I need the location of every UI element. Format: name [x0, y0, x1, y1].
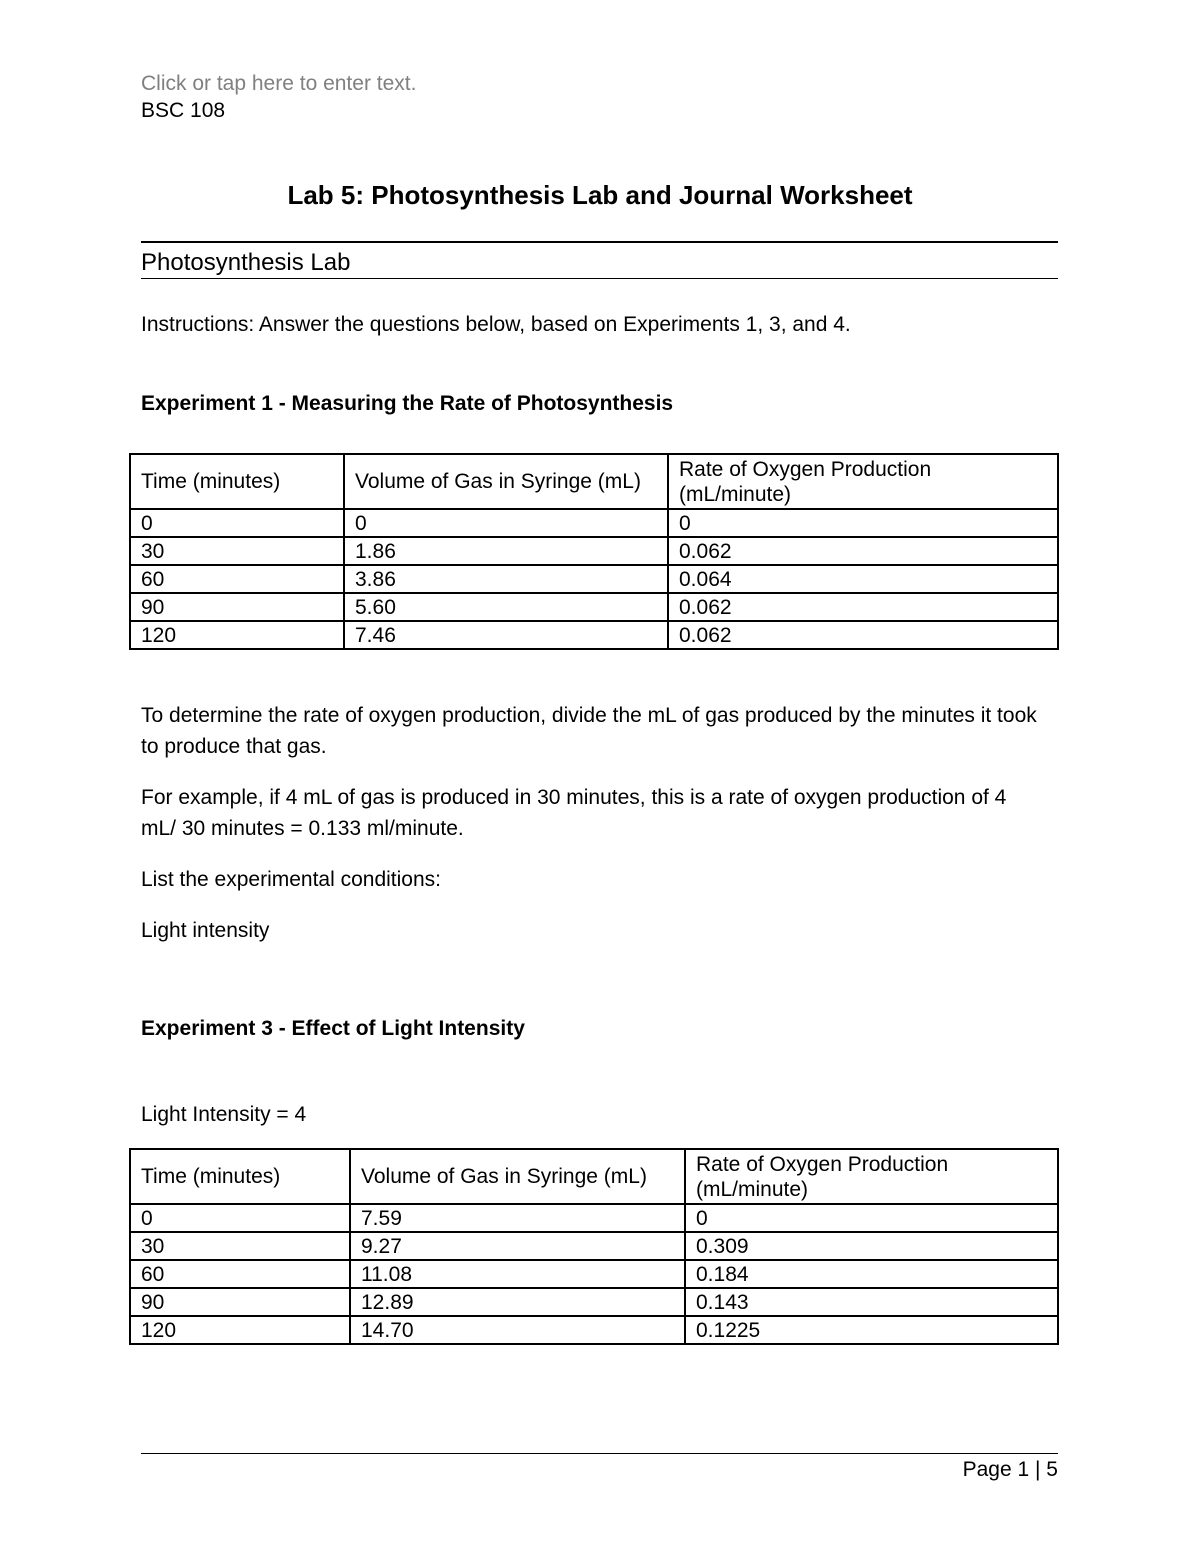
cell-rate: 0 — [668, 509, 1058, 537]
cell-rate: 0.062 — [668, 593, 1058, 621]
cell-volume: 11.08 — [350, 1260, 685, 1288]
cell-rate: 0.062 — [668, 537, 1058, 565]
column-header-volume: Volume of Gas in Syringe (mL) — [350, 1149, 685, 1204]
section-rule-top — [141, 241, 1058, 243]
footer-rule — [141, 1453, 1058, 1454]
placeholder-text-field[interactable]: Click or tap here to enter text. — [141, 72, 417, 95]
column-header-volume: Volume of Gas in Syringe (mL) — [344, 454, 668, 509]
course-code: BSC 108 — [141, 99, 226, 122]
cell-volume: 5.60 — [344, 593, 668, 621]
column-header-rate: Rate of Oxygen Production (mL/minute) — [668, 454, 1058, 509]
cell-volume: 3.86 — [344, 565, 668, 593]
cell-time: 60 — [130, 1260, 350, 1288]
experiment-3-heading: Experiment 3 - Effect of Light Intensity — [141, 1017, 525, 1040]
light-intensity-label: Light Intensity = 4 — [141, 1103, 307, 1126]
experiment-1-heading: Experiment 1 - Measuring the Rate of Photosynthesis — [141, 392, 674, 415]
conditions-answer: Light intensity — [141, 919, 270, 942]
table-row — [130, 593, 1058, 621]
cell-time: 30 — [130, 537, 344, 565]
cell-volume: 7.59 — [350, 1204, 685, 1232]
cell-rate: 0.1225 — [685, 1316, 1058, 1344]
cell-rate: 0.064 — [668, 565, 1058, 593]
table-row — [130, 509, 1058, 537]
table-row — [130, 1204, 1058, 1232]
table-header-row — [130, 454, 1058, 509]
cell-time: 60 — [130, 565, 344, 593]
instructions-text: Instructions: Answer the questions below, based on Experiments 1, 3, and 4. — [141, 313, 851, 336]
cell-time: 30 — [130, 1232, 350, 1260]
table-row — [130, 537, 1058, 565]
page-number: Page 1 | 5 — [962, 1458, 1058, 1481]
cell-rate: 0.143 — [685, 1288, 1058, 1316]
table-row — [130, 1316, 1058, 1344]
cell-rate: 0.309 — [685, 1232, 1058, 1260]
column-header-time: Time (minutes) — [130, 1149, 350, 1204]
cell-time: 90 — [130, 593, 344, 621]
section-rule-bottom — [141, 278, 1058, 279]
cell-rate: 0 — [685, 1204, 1058, 1232]
section-heading: Photosynthesis Lab — [141, 249, 351, 276]
cell-volume: 7.46 — [344, 621, 668, 649]
page-title: Lab 5: Photosynthesis Lab and Journal Worksheet — [287, 180, 913, 210]
cell-volume: 1.86 — [344, 537, 668, 565]
table-header-row — [130, 1149, 1058, 1204]
experiment-1-table — [129, 453, 1059, 650]
cell-volume: 0 — [344, 509, 668, 537]
table-row — [130, 621, 1058, 649]
cell-time: 0 — [130, 1204, 350, 1232]
table-row — [130, 1260, 1058, 1288]
conditions-prompt: List the experimental conditions: — [141, 868, 441, 891]
table-row — [130, 1232, 1058, 1260]
rate-explanation-text: To determine the rate of oxygen production, divide the mL of gas produced by the minutes it took to produce that gas. — [141, 704, 1037, 758]
cell-rate: 0.062 — [668, 621, 1058, 649]
experiment-3-table — [129, 1148, 1059, 1345]
table-row — [130, 1288, 1058, 1316]
cell-rate: 0.184 — [685, 1260, 1058, 1288]
cell-time: 120 — [130, 1316, 350, 1344]
cell-time: 90 — [130, 1288, 350, 1316]
cell-time: 120 — [130, 621, 344, 649]
table-row — [130, 565, 1058, 593]
cell-volume: 9.27 — [350, 1232, 685, 1260]
cell-time: 0 — [130, 509, 344, 537]
cell-volume: 14.70 — [350, 1316, 685, 1344]
rate-example-text: For example, if 4 mL of gas is produced in 30 minutes, this is a rate of oxygen production of 4 mL/ 30 minutes = 0.133 ml/minute. — [141, 786, 1007, 840]
column-header-rate: Rate of Oxygen Production (mL/minute) — [685, 1149, 1058, 1204]
column-header-time: Time (minutes) — [130, 454, 344, 509]
cell-volume: 12.89 — [350, 1288, 685, 1316]
